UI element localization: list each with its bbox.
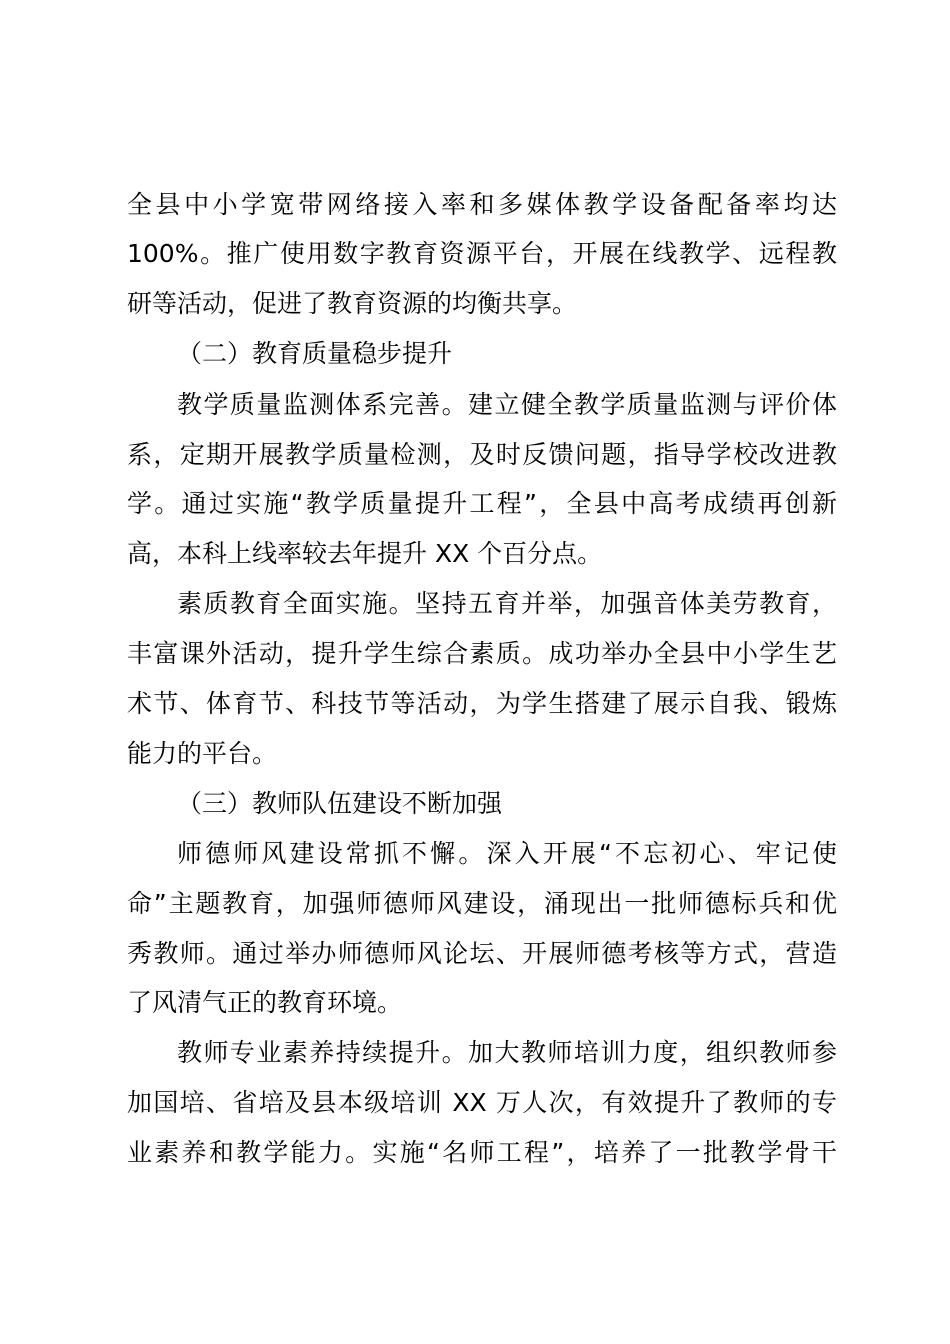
body-text-line: 丰富课外活动，提升学生综合素质。成功举办全县中小学生艺 xyxy=(127,639,837,668)
body-text-line: 学。通过实施“教学质量提升工程”，全县中高考成绩再创新 xyxy=(127,489,837,518)
paragraph-first-line: 教师专业素养持续提升。加大教师培训力度，组织教师参 xyxy=(177,1038,837,1067)
body-text-line: 术节、体育节、科技节等活动，为学生搭建了展示自我、锻炼 xyxy=(127,689,837,718)
body-text-line: 高，本科上线率较去年提升 XX 个百分点。 xyxy=(127,539,603,568)
body-text-line: 了风清气正的教育环境。 xyxy=(127,988,403,1017)
body-text-line: 研等活动，促进了教育资源的均衡共享。 xyxy=(127,289,578,318)
body-text-line: 业素养和教学能力。实施“名师工程”，培养了一批教学骨干 xyxy=(127,1138,837,1167)
paragraph-first-line: 教学质量监测体系完善。建立健全教学质量监测与评价体 xyxy=(177,390,837,419)
body-text-line: 秀教师。通过举办师德师风论坛、开展师德考核等方式，营造 xyxy=(127,939,837,968)
body-text-line: 加国培、省培及县本级培训 XX 万人次，有效提升了教师的专 xyxy=(127,1088,837,1117)
body-text-line: 能力的平台。 xyxy=(127,739,278,768)
paragraph-first-line: 师德师风建设常抓不懈。深入开展“不忘初心、牢记使 xyxy=(177,839,837,868)
section-heading: （二）教育质量稳步提升 xyxy=(177,339,453,368)
body-text-line: 命”主题教育，加强师德师风建设，涌现出一批师德标兵和优 xyxy=(127,889,837,918)
body-text-line: 系，定期开展教学质量检测，及时反馈问题，指导学校改进教 xyxy=(127,440,837,469)
body-text-line: 100%。推广使用数字教育资源平台，开展在线教学、远程教 xyxy=(127,239,837,268)
body-text-line: 全县中小学宽带网络接入率和多媒体教学设备配备率均达 xyxy=(127,190,837,219)
section-heading: （三）教师队伍建设不断加强 xyxy=(177,789,503,818)
paragraph-first-line: 素质教育全面实施。坚持五育并举，加强音体美劳教育， xyxy=(177,589,837,618)
